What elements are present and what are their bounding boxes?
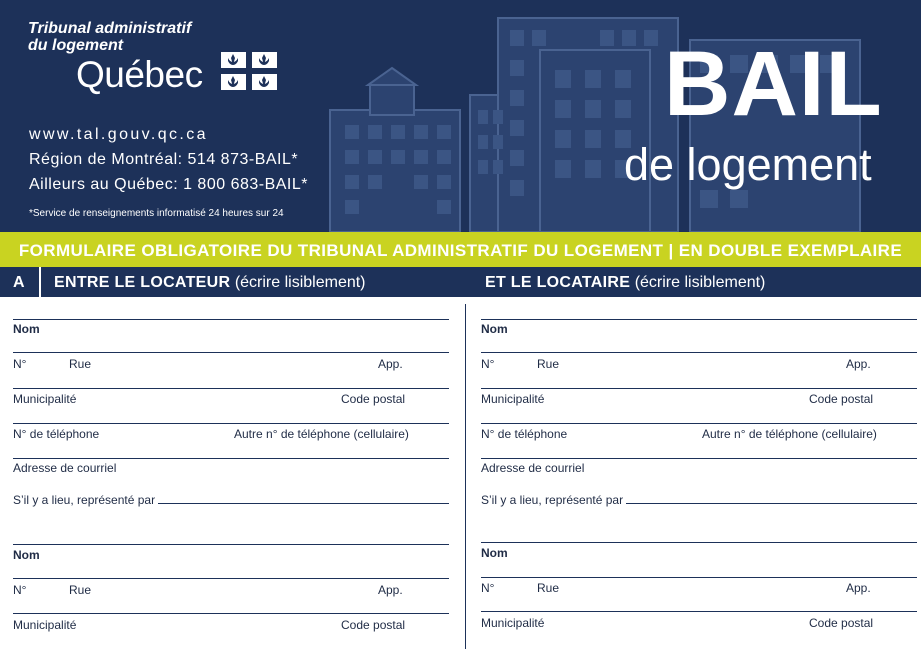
- landlord1-phone-field[interactable]: [13, 458, 449, 459]
- landlord1-email-label: Adresse de courriel: [13, 461, 117, 475]
- header-banner: [0, 0, 921, 232]
- landlord2-city-label: Municipalité: [13, 618, 77, 632]
- tenant1-street-label: Rue: [537, 357, 560, 371]
- landlord1-phone-label: N° de téléphone: [13, 427, 100, 441]
- landlord1-name-field[interactable]: [13, 352, 449, 353]
- tenant2-top-line: [481, 542, 917, 543]
- landlord2-no-label: N°: [13, 583, 27, 597]
- tenant1-no-label: N°: [481, 357, 495, 371]
- landlord2-name-label: Nom: [13, 548, 40, 562]
- landlord1-represented-field[interactable]: [158, 503, 449, 504]
- tenant2-postal-label: Code postal: [809, 616, 874, 630]
- mandatory-form-banner-text: FORMULAIRE OBLIGATOIRE DU TRIBUNAL ADMINISTRATIF DU LOGEMENT | EN DOUBLE EXEMPLAIRE: [18, 241, 903, 260]
- tenant1-name-field[interactable]: [481, 352, 917, 353]
- landlord2-street-label: Rue: [69, 583, 92, 597]
- phone-elsewhere: Ailleurs au Québec: 1 800 683-BAIL*: [29, 176, 308, 193]
- landlord2-name-field[interactable]: [13, 578, 449, 579]
- tenant1-address-field[interactable]: [481, 388, 917, 389]
- tenant-heading: [485, 274, 765, 292]
- tenant2-city-label: Municipalité: [481, 616, 545, 630]
- quebec-flag-icon: [221, 52, 277, 90]
- landlord1-name-label: Nom: [13, 322, 40, 336]
- tenant2-address-field[interactable]: [481, 611, 917, 612]
- landlord-title: ENTRE LE LOCATEUR: [54, 274, 231, 291]
- section-divider: [39, 267, 41, 297]
- title-de-logement: de logement: [624, 139, 872, 190]
- landlord1-street-label: Rue: [69, 357, 92, 371]
- tenant1-phone-label: N° de téléphone: [481, 427, 568, 441]
- landlord1-alt-phone-label: Autre n° de téléphone (cellulaire): [234, 427, 409, 441]
- landlord2-top-line: [13, 544, 449, 545]
- tenant1-app-label: App.: [846, 357, 871, 371]
- tenant1-alt-phone-label: Autre n° de téléphone (cellulaire): [702, 427, 877, 441]
- column-divider: [465, 304, 466, 649]
- section-letter: A: [13, 274, 25, 291]
- tenant1-city-field[interactable]: [481, 423, 917, 424]
- agency-line-2: du logement: [28, 37, 124, 54]
- service-note: *Service de renseignements informatisé 24 heures sur 24: [29, 208, 284, 219]
- tenant2-no-label: N°: [481, 581, 495, 595]
- title-bail: BAIL: [664, 33, 883, 135]
- landlord-note: (écrire lisiblement): [234, 274, 366, 291]
- phone-montreal: Région de Montréal: 514 873-BAIL*: [29, 151, 299, 168]
- tenant-note: (écrire lisiblement): [634, 274, 766, 291]
- quebec-logo-text: Québec: [76, 54, 203, 95]
- tenant1-city-label: Municipalité: [481, 392, 545, 406]
- tenant1-email-label: Adresse de courriel: [481, 461, 585, 475]
- tenant1-name-label: Nom: [481, 322, 508, 336]
- tenant1-represented-field[interactable]: [626, 503, 917, 504]
- landlord1-app-label: App.: [378, 357, 403, 371]
- landlord1-represented-label: S’il y a lieu, représenté par: [13, 493, 156, 507]
- landlord2-app-label: App.: [378, 583, 403, 597]
- landlord1-name-line-top: [13, 319, 449, 320]
- tenant1-name-line-top: [481, 319, 917, 320]
- landlord1-city-field[interactable]: [13, 423, 449, 424]
- landlord1-city-label: Municipalité: [13, 392, 77, 406]
- tenant2-name-label: Nom: [481, 546, 508, 560]
- tenant2-app-label: App.: [846, 581, 871, 595]
- landlord1-postal-label: Code postal: [341, 392, 406, 406]
- tenant-title: ET LE LOCATAIRE: [485, 274, 631, 291]
- tenant2-name-field[interactable]: [481, 577, 917, 578]
- landlord2-postal-label: Code postal: [341, 618, 406, 632]
- agency-line-1: Tribunal administratif: [28, 20, 192, 37]
- tenant2-street-label: Rue: [537, 581, 560, 595]
- landlord-heading: [54, 274, 366, 292]
- tenant1-postal-label: Code postal: [809, 392, 874, 406]
- landlord2-address-field[interactable]: [13, 613, 449, 614]
- landlord1-address-field[interactable]: [13, 388, 449, 389]
- section-a-header: [0, 267, 921, 297]
- tenant1-phone-field[interactable]: [481, 458, 917, 459]
- landlord1-no-label: N°: [13, 357, 27, 371]
- website-text: www.tal.gouv.qc.ca: [29, 126, 208, 143]
- tenant1-represented-label: S’il y a lieu, représenté par: [481, 493, 624, 507]
- agency-name: [28, 20, 248, 54]
